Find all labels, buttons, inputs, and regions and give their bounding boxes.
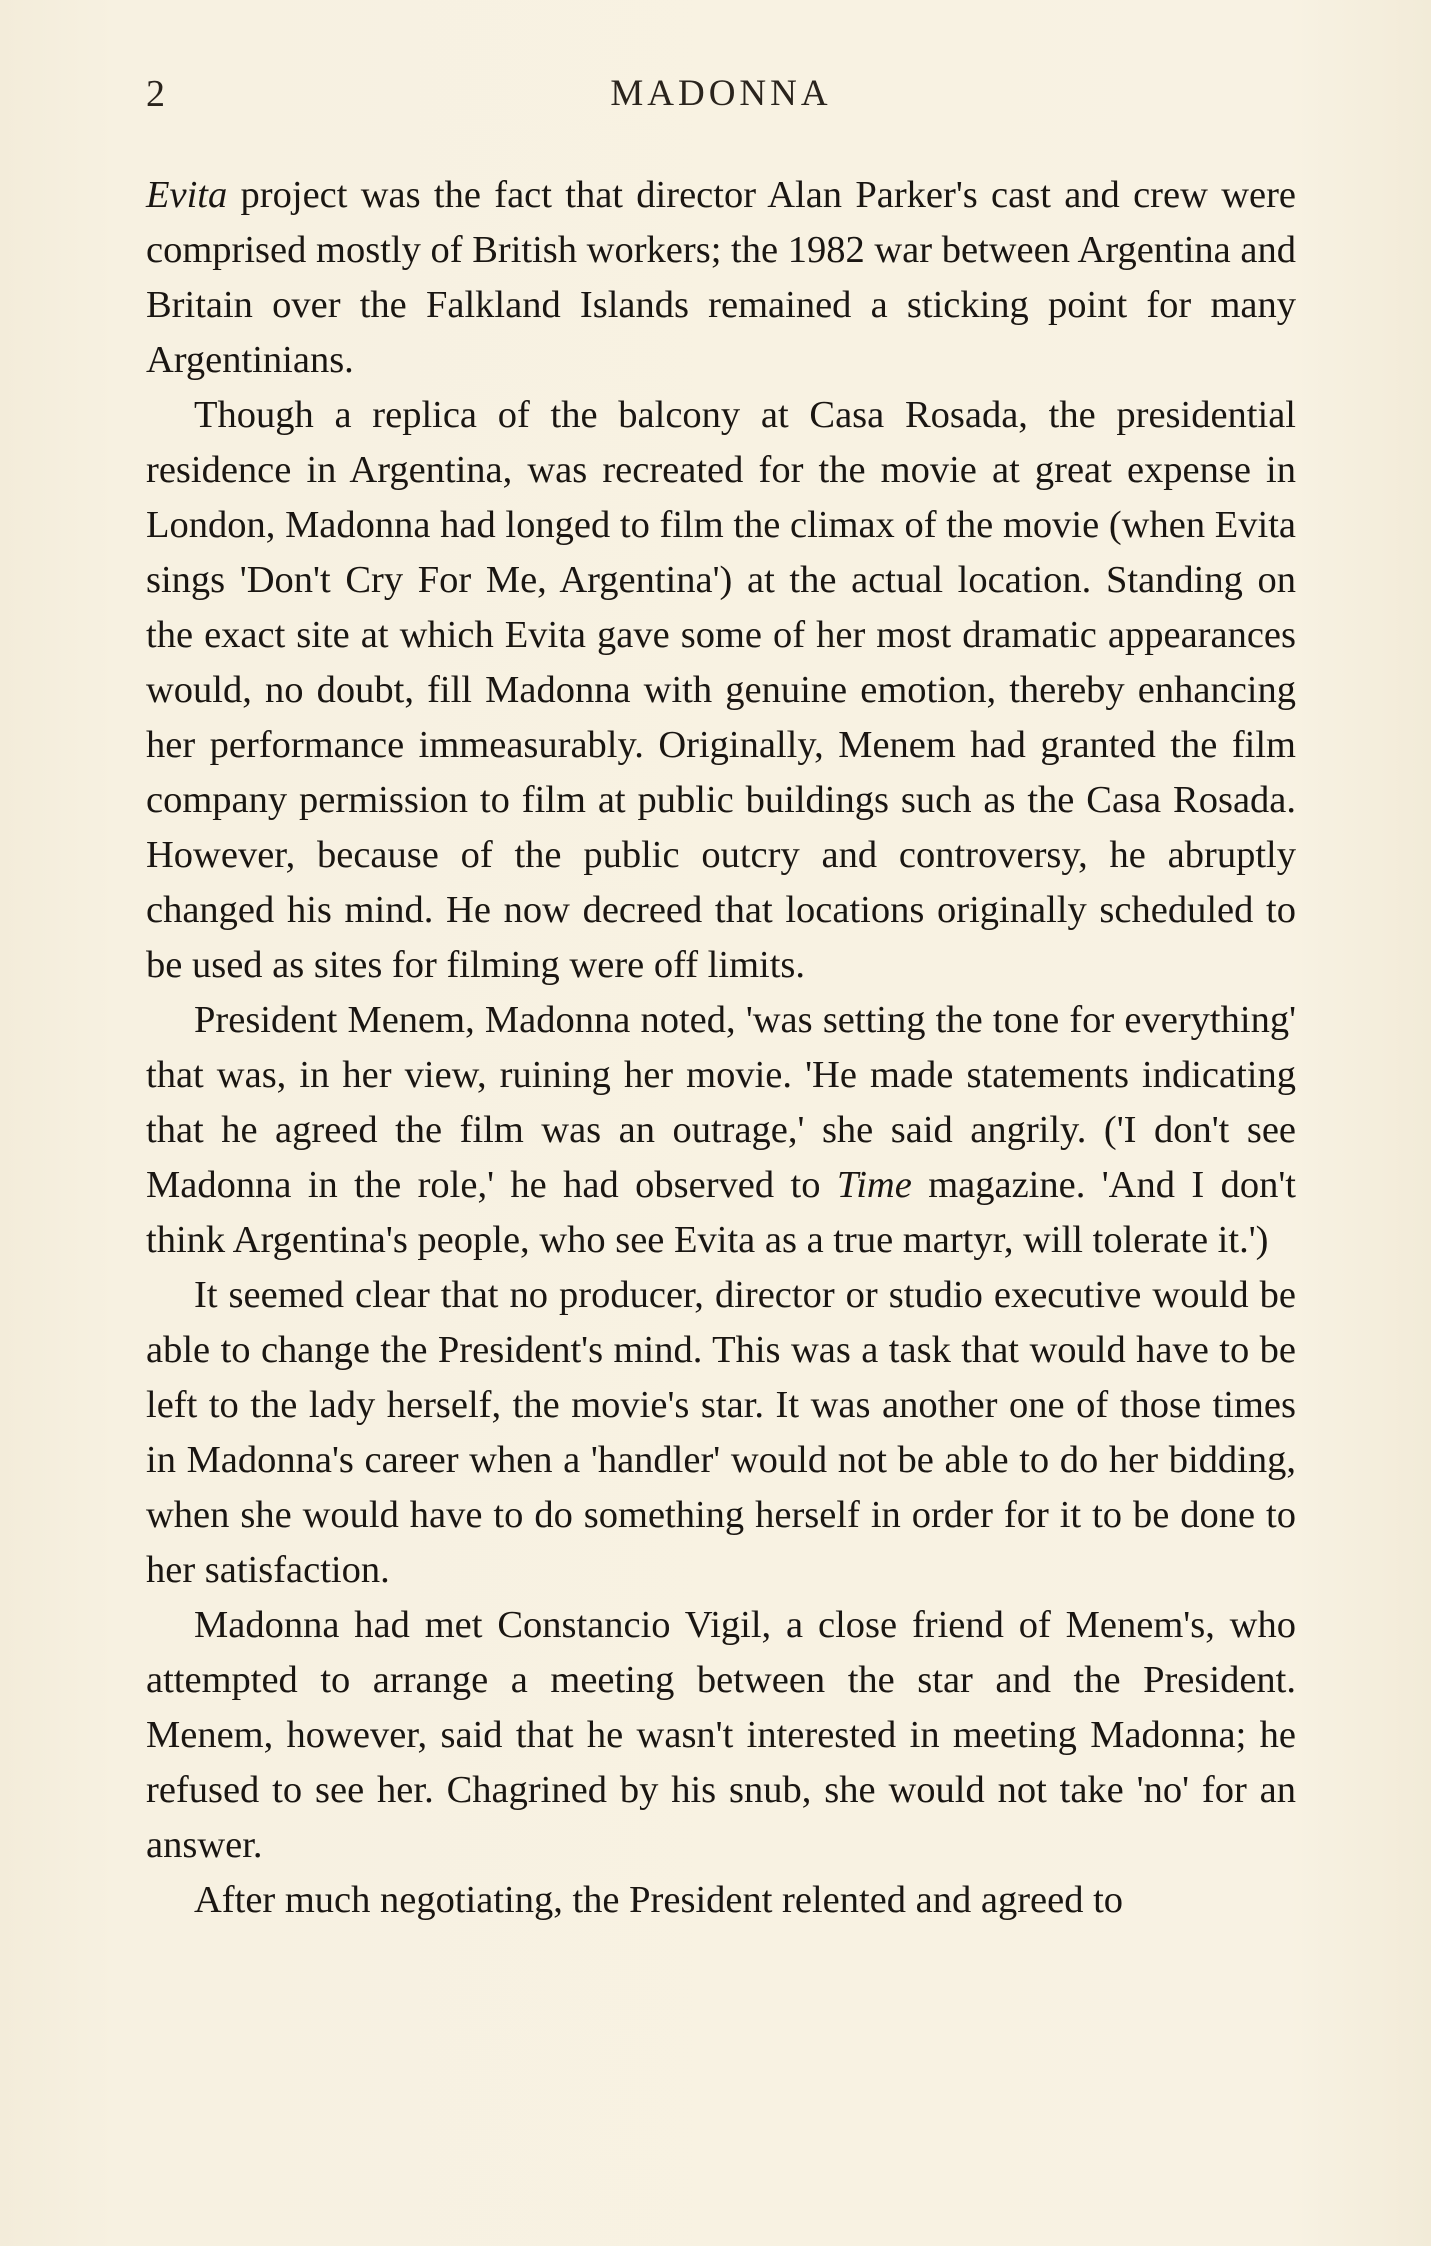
paragraph-3-text-before: President Menem, Madonna noted, 'was setting the tone for everything' that was, in her view, ruining her movie. 'He made statements indicating that he agreed the film was an outrage,' she said angrily. ('I don't see Madonna in the role,' he had observed to <box>146 999 1296 1206</box>
paragraph-6: After much negotiating, the President relented and agreed to <box>194 1879 1124 1921</box>
paragraph-4: It seemed clear that no producer, director or studio executive would be able to change the President's mind. This was a task that would have to be left to the lady herself, the movie's star. It was another one of those times in Madonna's career when a 'handler' would not be able to do her bidding, when she would have to do something herself in order for it to be done to her satisfaction. <box>146 1274 1296 1591</box>
paragraph-1-text: project was the fact that director Alan Parker's cast and crew were comprised mostly of British workers; the 1982 war between Argentina and Britain over the Falkland Islands remained a sticking point for many Argentinians. <box>146 174 1296 381</box>
paragraph-3 <box>146 993 1296 1268</box>
paragraph-2: Though a replica of the balcony at Casa Rosada, the presidential residence in Argentina, was recreated for the movie at great expense in London, Madonna had longed to film the climax of the movie (when Evita sings 'Don't Cry For Me, Argentina') at the actual location. Standing on the exact site at which Evita gave some of her most dramatic appearances would, no doubt, fill Madonna with genuine emotion, thereby enhancing her performance immeasurably. Originally, Menem had granted the film company permission to film at public buildings such as the Casa Rosada. However, because of the public outcry and controversy, he abruptly changed his mind. He now decreed that locations originally scheduled to be used as sites for filming were off limits. <box>146 394 1296 986</box>
paragraph-5: Madonna had met Constancio Vigil, a close friend of Menem's, who attempted to arrange a meeting between the star and the President. Menem, however, said that he wasn't interested in meeting Madonna; he refused to see her. Chagrined by his snub, she would not take 'no' for an answer. <box>146 1604 1296 1866</box>
italic-title-time: Time <box>836 1164 912 1206</box>
page-number: 2 <box>146 73 166 115</box>
running-head <box>146 72 1296 122</box>
italic-title-evita: Evita <box>146 174 228 216</box>
paragraph-1 <box>146 168 1296 388</box>
book-title: MADONNA <box>610 73 832 114</box>
body-text <box>146 168 1296 1928</box>
paragraph-3-text-after: magazine. 'And I don't think Argentina's people, who see Evita as a true martyr, will tolerate it.') <box>146 1164 1296 1261</box>
